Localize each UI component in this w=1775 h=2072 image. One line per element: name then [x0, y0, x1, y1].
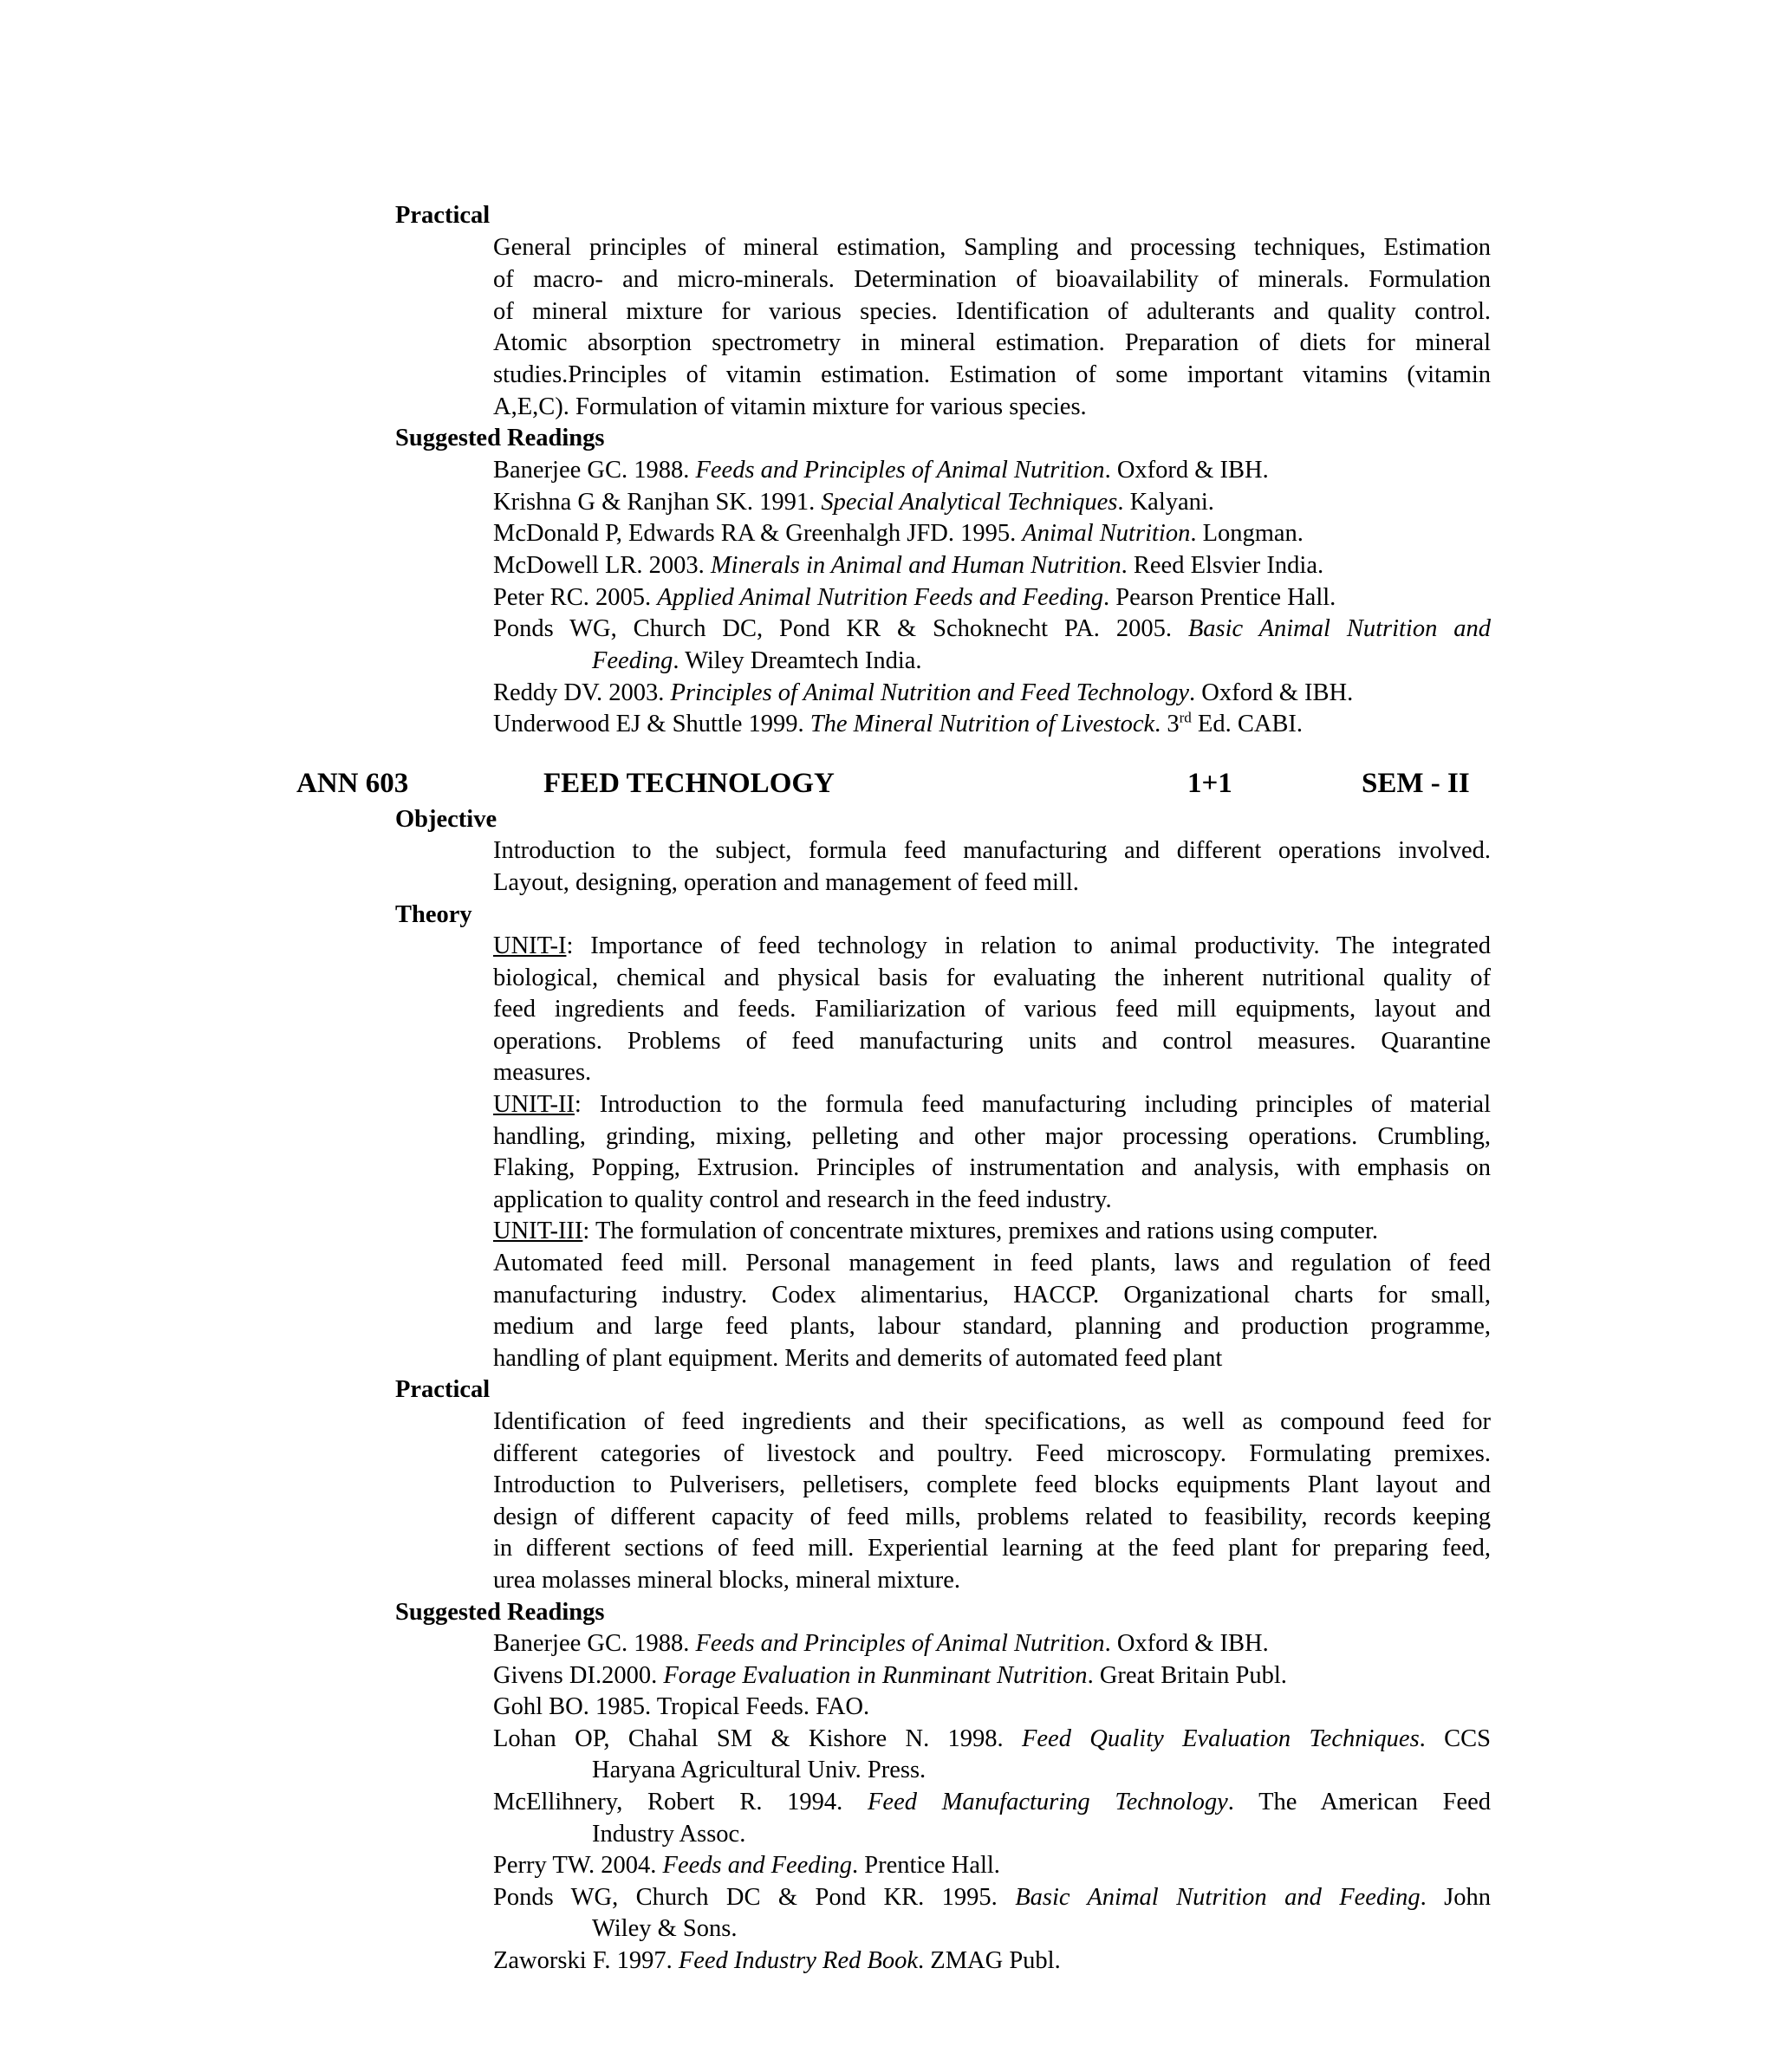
theory-heading: Theory	[395, 901, 472, 928]
practical-line: different categories of livestock and poultry. Feed microscopy. Formulating premixes.	[493, 1440, 1491, 1467]
course-title: FEED TECHNOLOGY	[543, 768, 835, 799]
course-credits: 1+1	[1187, 768, 1232, 799]
reading-item: McEllihnery, Robert R. 1994. Feed Manufacturing Technology. The American Feed	[493, 1789, 1491, 1815]
readings-heading: Suggested Readings	[395, 425, 605, 451]
reading-item: Givens DI.2000. Forage Evaluation in Runminant Nutrition. Great Britain Publ.	[493, 1662, 1287, 1689]
reading-item: McDowell LR. 2003. Minerals in Animal and Human Nutrition. Reed Elsvier India.	[493, 552, 1324, 579]
unit-line: UNIT-II: Introduction to the formula feed manufacturing including principles of material	[493, 1091, 1491, 1118]
practical-line: of mineral mixture for various species. Identification of adulterants and quality control.	[493, 298, 1491, 325]
unit-line: Automated feed mill. Personal management in feed plants, laws and regulation of feed	[493, 1250, 1491, 1276]
practical-line: of macro- and micro-minerals. Determination of bioavailability of minerals. Formulation	[493, 266, 1491, 293]
unit-line: medium and large feed plants, labour standard, planning and production programme,	[493, 1313, 1491, 1340]
reading-item: Perry TW. 2004. Feeds and Feeding. Prentice Hall.	[493, 1852, 1000, 1879]
objective-line: Layout, designing, operation and management of feed mill.	[493, 869, 1079, 896]
unit-1-label: UNIT-I	[493, 932, 567, 959]
reading-item: Gohl BO. 1985. Tropical Feeds. FAO.	[493, 1693, 870, 1720]
reading-item: Peter RC. 2005. Applied Animal Nutrition Feeds and Feeding. Pearson Prentice Hall.	[493, 584, 1336, 611]
unit-line: handling, grinding, mixing, pelleting and other major processing operations. Crumbling,	[493, 1123, 1491, 1150]
reading-item: Zaworski F. 1997. Feed Industry Red Book. ZMAG Publ.	[493, 1947, 1061, 1974]
reading-item-continuation: Industry Assoc.	[592, 1821, 746, 1848]
objective-heading: Objective	[395, 806, 497, 833]
unit-2-label: UNIT-II	[493, 1091, 575, 1118]
unit-3-label: UNIT-III	[493, 1218, 583, 1244]
practical-line: Atomic absorption spectrometry in mineral estimation. Preparation of diets for mineral	[493, 329, 1491, 356]
unit-line: feed ingredients and feeds. Familiarization of various feed mill equipments, layout and	[493, 996, 1491, 1023]
reading-item: Lohan OP, Chahal SM & Kishore N. 1998. Feed Quality Evaluation Techniques. CCS	[493, 1725, 1491, 1752]
practical-heading: Practical	[395, 1376, 491, 1403]
reading-item: McDonald P, Edwards RA & Greenhalgh JFD. 1995. Animal Nutrition. Longman.	[493, 520, 1304, 547]
course-semester: SEM - II	[1362, 768, 1470, 799]
reading-item-continuation: Haryana Agricultural Univ. Press.	[592, 1757, 927, 1783]
reading-item-continuation: Wiley & Sons.	[592, 1915, 738, 1942]
unit-line: Flaking, Popping, Extrusion. Principles of instrumentation and analysis, with emphasis on	[493, 1154, 1491, 1181]
course-code: ANN 603	[296, 768, 409, 799]
practical-line: General principles of mineral estimation, Sampling and processing techniques, Estimation	[493, 234, 1491, 261]
unit-line: biological, chemical and physical basis for evaluating the inherent nutritional quality of	[493, 965, 1491, 991]
unit-line: handling of plant equipment. Merits and demerits of automated feed plant	[493, 1345, 1223, 1372]
reading-item: Krishna G & Ranjhan SK. 1991. Special Analytical Techniques. Kalyani.	[493, 489, 1214, 516]
practical-line: A,E,C). Formulation of vitamin mixture for various species.	[493, 393, 1087, 420]
practical-line: design of different capacity of feed mills, problems related to feasibility, records keeping	[493, 1504, 1491, 1530]
unit-line: manufacturing industry. Codex alimentarius, HACCP. Organizational charts for small,	[493, 1282, 1491, 1309]
reading-item-continuation: Feeding. Wiley Dreamtech India.	[592, 647, 922, 674]
unit-line: measures.	[493, 1059, 592, 1086]
practical-line: in different sections of feed mill. Experiential learning at the feed plant for preparing feed,	[493, 1535, 1491, 1562]
reading-item: Ponds WG, Church DC & Pond KR. 1995. Basic Animal Nutrition and Feeding. John	[493, 1884, 1492, 1911]
practical-line: Introduction to Pulverisers, pelletisers, complete feed blocks equipments Plant layout and	[493, 1471, 1491, 1498]
readings-heading: Suggested Readings	[395, 1599, 605, 1626]
reading-item: Underwood EJ & Shuttle 1999. The Mineral Nutrition of Livestock. 3rd Ed. CABI.	[493, 709, 1304, 737]
reading-item: Ponds WG, Church DC, Pond KR & Schoknecht PA. 2005. Basic Animal Nutrition and	[493, 615, 1492, 642]
practical-heading: Practical	[395, 202, 491, 229]
practical-line: studies.Principles of vitamin estimation. Estimation of some important vitamins (vitamin	[493, 361, 1491, 388]
unit-line: UNIT-I: Importance of feed technology in relation to animal productivity. The integrated	[493, 932, 1491, 959]
reading-item: Banerjee GC. 1988. Feeds and Principles of Animal Nutrition. Oxford & IBH.	[493, 457, 1269, 484]
reading-item: Reddy DV. 2003. Principles of Animal Nutrition and Feed Technology. Oxford & IBH.	[493, 679, 1354, 706]
unit-line: UNIT-III: The formulation of concentrate mixtures, premixes and rations using computer.	[493, 1218, 1378, 1244]
practical-line: urea molasses mineral blocks, mineral mixture.	[493, 1567, 960, 1594]
unit-line: application to quality control and research in the feed industry.	[493, 1186, 1112, 1213]
objective-line: Introduction to the subject, formula feed manufacturing and different operations involved.	[493, 837, 1491, 864]
unit-line: operations. Problems of feed manufacturing units and control measures. Quarantine	[493, 1028, 1491, 1055]
practical-line: Identification of feed ingredients and their specifications, as well as compound feed for	[493, 1408, 1491, 1435]
reading-item: Banerjee GC. 1988. Feeds and Principles of Animal Nutrition. Oxford & IBH.	[493, 1630, 1269, 1657]
